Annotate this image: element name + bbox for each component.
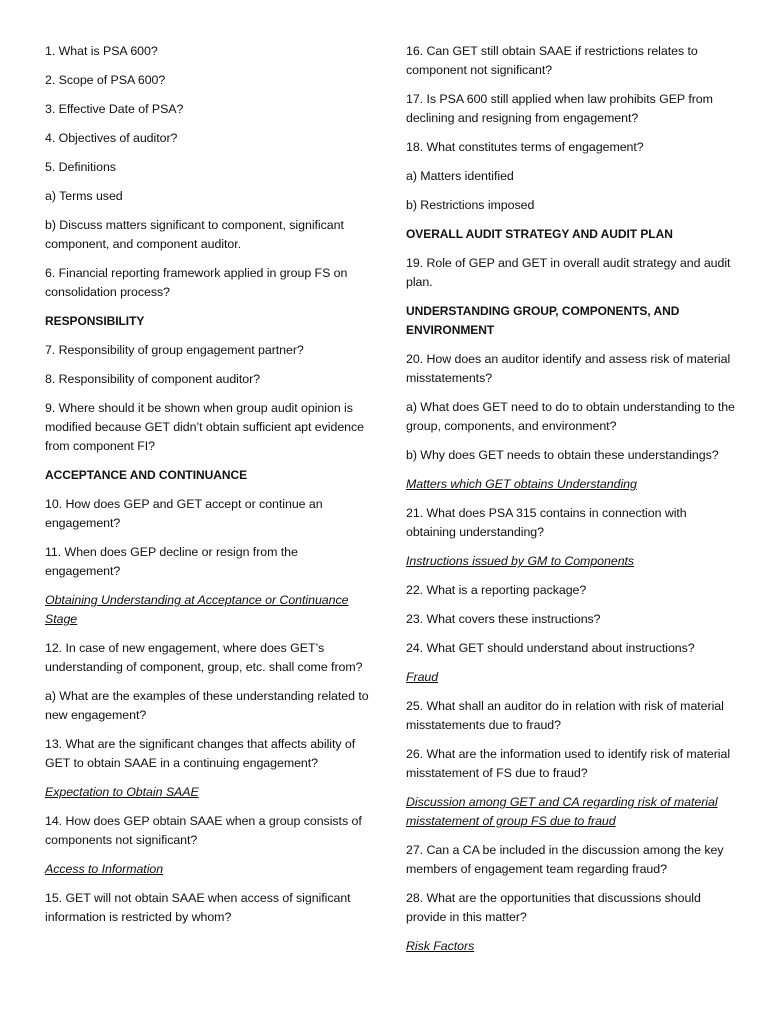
subsection-heading: Obtaining Understanding at Acceptance or Continuance Stage <box>45 593 349 626</box>
question-item: a) What are the examples of these understanding related to new engagement? <box>45 689 369 722</box>
question-item: 7. Responsibility of group engagement partner? <box>45 343 304 357</box>
section-heading: ACCEPTANCE AND CONTINUANCE <box>45 468 248 482</box>
question-item: 12. In case of new engagement, where does GET’s understanding of component, group, etc. shall come from? <box>45 641 363 674</box>
question-item: b) Restrictions imposed <box>406 198 535 212</box>
section-heading: UNDERSTANDING GROUP, COMPONENTS, AND ENVIRONMENT <box>406 304 680 337</box>
question-item: 2. Scope of PSA 600? <box>45 73 166 87</box>
left-column <box>45 42 375 937</box>
question-item: 4. Objectives of auditor? <box>45 131 178 145</box>
question-item: a) Matters identified <box>406 169 514 183</box>
section-heading: OVERALL AUDIT STRATEGY AND AUDIT PLAN <box>406 227 673 241</box>
question-item: 10. How does GEP and GET accept or continue an engagement? <box>45 497 323 530</box>
question-item: 11. When does GEP decline or resign from the engagement? <box>45 545 298 578</box>
question-item: b) Discuss matters significant to component, significant component, and component auditor. <box>45 218 344 251</box>
subsection-heading: Fraud <box>406 670 439 684</box>
subsection-heading: Expectation to Obtain SAAE <box>45 785 199 799</box>
subsection-heading: Discussion among GET and CA regarding risk of material misstatement of group FS due to fraud <box>406 795 718 828</box>
question-item: 28. What are the opportunities that discussions should provide in this matter? <box>406 891 701 924</box>
question-item: 3. Effective Date of PSA? <box>45 102 184 116</box>
subsection-heading: Matters which GET obtains Understanding <box>406 477 637 491</box>
question-item: a) Terms used <box>45 189 123 203</box>
question-item: 23. What covers these instructions? <box>406 612 601 626</box>
section-heading: RESPONSIBILITY <box>45 314 145 328</box>
right-column <box>406 42 736 966</box>
question-item: 22. What is a reporting package? <box>406 583 587 597</box>
subsection-heading: Instructions issued by GM to Components <box>406 554 635 568</box>
question-item: 15. GET will not obtain SAAE when access of significant information is restricted by whom? <box>45 891 351 924</box>
question-item: 17. Is PSA 600 still applied when law prohibits GEP from declining and resigning from engagement? <box>406 92 713 125</box>
subsection-heading: Access to Information <box>45 862 164 876</box>
question-item: 13. What are the significant changes that affects ability of GET to obtain SAAE in a continuing engagement? <box>45 737 356 770</box>
question-item: 14. How does GEP obtain SAAE when a group consists of components not significant? <box>45 814 362 847</box>
question-item: 9. Where should it be shown when group audit opinion is modified because GET didn’t obtain sufficient apt evidence from component FI? <box>45 401 365 453</box>
question-item: 8. Responsibility of component auditor? <box>45 372 261 386</box>
question-item: 16. Can GET still obtain SAAE if restrictions relates to component not significant? <box>406 44 698 77</box>
question-item: 27. Can a CA be included in the discussion among the key members of engagement team regarding fraud? <box>406 843 724 876</box>
question-item: 24. What GET should understand about instructions? <box>406 641 695 655</box>
question-item: 25. What shall an auditor do in relation with risk of material misstatements due to fraud? <box>406 699 724 732</box>
question-item: 20. How does an auditor identify and assess risk of material misstatements? <box>406 352 731 385</box>
question-item: 26. What are the information used to identify risk of material misstatement of FS due to fraud? <box>406 747 731 780</box>
subsection-heading: Risk Factors <box>406 939 475 953</box>
question-item: 21. What does PSA 315 contains in connection with obtaining understanding? <box>406 506 687 539</box>
question-item: 1. What is PSA 600? <box>45 44 158 58</box>
question-item: 19. Role of GEP and GET in overall audit strategy and audit plan. <box>406 256 731 289</box>
question-item: 5. Definitions <box>45 160 116 174</box>
question-item: 18. What constitutes terms of engagement? <box>406 140 644 154</box>
question-item: 6. Financial reporting framework applied in group FS on consolidation process? <box>45 266 348 299</box>
question-item: a) What does GET need to do to obtain understanding to the group, components, and environment? <box>406 400 735 433</box>
question-item: b) Why does GET needs to obtain these understandings? <box>406 448 719 462</box>
